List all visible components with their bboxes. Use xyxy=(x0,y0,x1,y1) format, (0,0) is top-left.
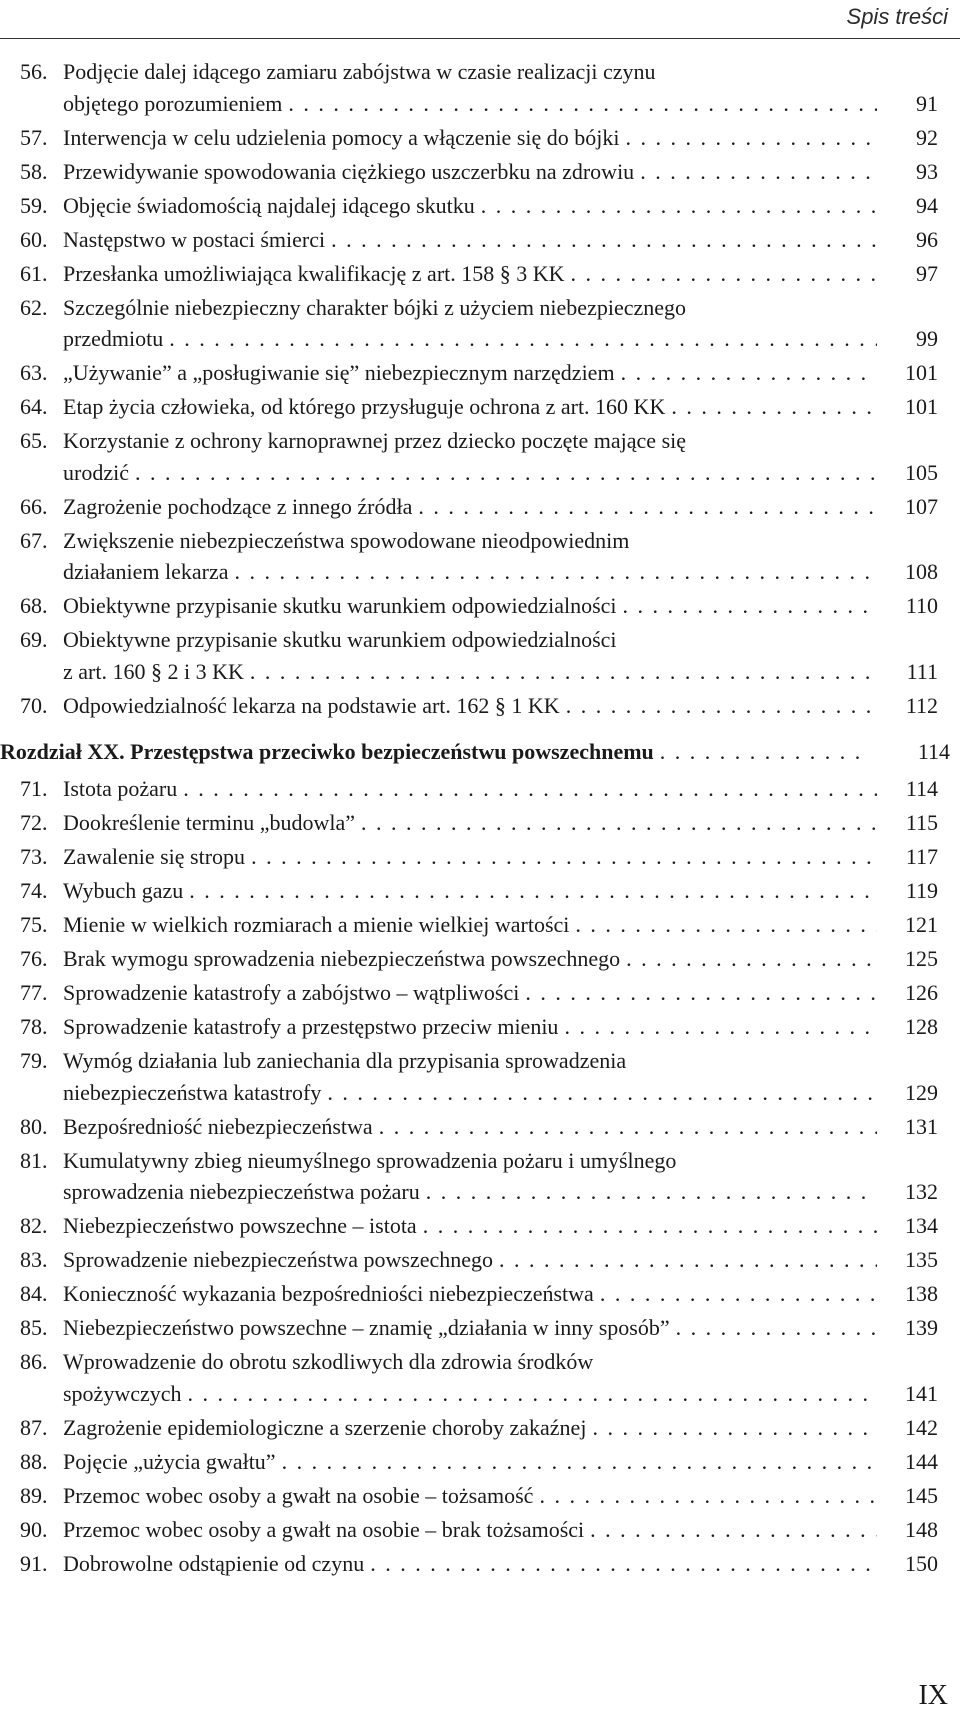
entry-title-line: Etap życia człowieka, od którego przysługuje ochrona z art. 160 KK xyxy=(63,394,666,419)
dot-leader xyxy=(586,1412,877,1444)
dot-leader xyxy=(617,590,877,622)
entry-title-last-line xyxy=(63,88,877,120)
toc-entry xyxy=(10,292,950,355)
entry-page-number: 142 xyxy=(905,1414,938,1440)
entry-title-line: Bezpośredniość niebezpieczeństwa xyxy=(63,1113,373,1139)
entry-title-last-line xyxy=(63,122,877,154)
dot-leader xyxy=(533,1480,877,1512)
dot-leader xyxy=(519,977,877,1009)
dot-leader xyxy=(665,391,877,423)
entry-number: 58. xyxy=(20,158,48,184)
entry-title-last-line xyxy=(63,1210,877,1242)
entry-title-line: Zagrożenie pochodzące z innego źródła xyxy=(63,493,413,519)
entry-page-number: 101 xyxy=(905,394,938,419)
entry-title-line: Przesłanka umożliwiająca kwalifikację z art. 158 § 3 KK xyxy=(63,260,565,286)
toc-entry xyxy=(10,258,950,290)
entry-title-line: Podjęcie dalej idącego zamiaru zabójstwa w czasie realizacji czynu xyxy=(63,59,656,84)
entry-title-line: Zwiększenie niebezpieczeństwa spowodowane nieodpowiednim xyxy=(63,527,630,553)
entry-number: 66. xyxy=(20,493,48,519)
toc-entry xyxy=(10,1412,950,1444)
entry-number: 61. xyxy=(20,260,48,286)
dot-leader xyxy=(584,1514,877,1546)
dot-leader xyxy=(620,943,877,975)
entry-page-number: 101 xyxy=(905,360,938,385)
entry-page-number: 121 xyxy=(905,912,938,937)
entry-title-last-line xyxy=(63,1077,877,1109)
toc-entry xyxy=(10,1111,950,1143)
toc-entry xyxy=(10,624,950,687)
entry-title-line: Konieczność wykazania bezpośredniości niebezpieczeństwa xyxy=(63,1281,594,1306)
entry-number: 74. xyxy=(20,878,48,903)
entry-title-line: Obiektywne przypisanie skutku warunkiem odpowiedzialności xyxy=(63,593,617,618)
entry-page-number: 114 xyxy=(905,776,938,801)
entry-title-last-line xyxy=(63,258,877,290)
toc-entry xyxy=(10,1312,950,1344)
entry-title-line: Sprowadzenie niebezpieczeństwa powszechnego xyxy=(63,1247,494,1272)
entry-title-last-line xyxy=(63,1244,877,1276)
toc-entry xyxy=(10,773,950,805)
entry-title-line: z art. 160 § 2 i 3 KK xyxy=(63,658,244,684)
dot-leader xyxy=(321,1077,877,1109)
entry-title-line: Odpowiedzialność lekarza na podstawie art. 162 § 1 KK xyxy=(63,692,560,718)
entry-page-number: 126 xyxy=(905,980,938,1005)
entry-page-number: 145 xyxy=(905,1482,938,1508)
entry-title-last-line xyxy=(63,1514,877,1546)
entry-page-number: 129 xyxy=(905,1079,938,1105)
entry-title-last-line xyxy=(63,690,877,722)
toc-entry xyxy=(10,1514,950,1546)
entry-title-line: Sprowadzenie katastrofy a przestępstwo przeciw mieniu xyxy=(63,1014,559,1039)
entry-title-last-line xyxy=(63,590,877,622)
entry-page-number: 105 xyxy=(905,459,938,485)
toc-entry xyxy=(10,875,950,907)
entry-number: 85. xyxy=(20,1315,48,1340)
entry-title-line: przedmiotu xyxy=(63,326,164,351)
entry-page-number: 99 xyxy=(916,326,938,351)
entry-title-last-line xyxy=(63,943,877,975)
chapter-heading-line xyxy=(0,736,864,768)
entry-title-line: niebezpieczeństwa katastrofy xyxy=(63,1079,322,1105)
entry-page-number: 97 xyxy=(916,260,938,286)
entry-title-line: „Używanie” a „posługiwanie się” niebezpiecznym narzędziem xyxy=(63,360,615,385)
entry-title-last-line xyxy=(63,1378,877,1410)
entry-number: 84. xyxy=(20,1281,48,1306)
toc-entry xyxy=(10,1548,950,1580)
entry-title-line: spożywczych xyxy=(63,1380,182,1406)
entry-page-number: 135 xyxy=(905,1247,938,1272)
dot-leader xyxy=(417,1210,877,1242)
entry-title-last-line xyxy=(63,909,877,941)
entry-number: 89. xyxy=(20,1482,48,1508)
entry-title-last-line xyxy=(63,656,877,688)
toc-entry xyxy=(10,1346,950,1409)
entry-page-number: 119 xyxy=(905,878,938,903)
entry-title-line: Niebezpieczeństwo powszechne – istota xyxy=(63,1213,417,1238)
dot-leader xyxy=(355,807,877,839)
entry-title-last-line xyxy=(63,1011,877,1043)
toc-entry xyxy=(10,190,950,222)
entry-title-last-line xyxy=(63,1278,877,1310)
entry-title-last-line xyxy=(63,457,877,489)
dot-leader xyxy=(177,773,877,805)
dot-leader xyxy=(670,1312,877,1344)
entry-page-number: 117 xyxy=(905,844,938,869)
toc-entry xyxy=(10,391,950,423)
dot-leader xyxy=(129,457,877,489)
toc-entry xyxy=(10,1278,950,1310)
entry-number: 72. xyxy=(20,810,48,835)
toc-entry xyxy=(10,56,950,119)
entry-title-line: Wybuch gazu xyxy=(63,878,184,903)
entry-title-line: Istota pożaru xyxy=(63,776,178,801)
entry-number: 75. xyxy=(20,912,48,937)
entry-page-number: 91 xyxy=(916,90,938,116)
entry-title-line: Korzystanie z ochrony karnoprawnej przez dziecko poczęte mające się xyxy=(63,428,687,453)
entry-title-last-line xyxy=(63,977,877,1009)
toc-entry xyxy=(10,590,950,622)
entry-number: 79. xyxy=(20,1048,48,1073)
entry-title-last-line xyxy=(63,491,877,523)
toc-entry xyxy=(10,1210,950,1242)
entry-number: 70. xyxy=(20,692,48,718)
toc-entry xyxy=(10,224,950,256)
entry-page-number: 148 xyxy=(905,1516,938,1542)
dot-leader xyxy=(560,690,877,722)
entry-number: 78. xyxy=(20,1014,48,1039)
entry-number: 63. xyxy=(20,360,48,385)
dot-leader xyxy=(475,190,877,222)
dot-leader xyxy=(244,656,877,688)
entry-page-number: 138 xyxy=(905,1281,938,1306)
toc-entry xyxy=(10,1480,950,1512)
dot-leader xyxy=(654,736,864,768)
toc-entry xyxy=(10,1244,950,1276)
entry-title-last-line xyxy=(63,1480,877,1512)
dot-leader xyxy=(493,1244,877,1276)
entry-number: 64. xyxy=(20,394,48,419)
entry-number: 69. xyxy=(20,627,48,652)
running-header-title: Spis treści xyxy=(846,4,948,29)
page-folio: IX xyxy=(918,1680,948,1711)
entry-title-line: Przemoc wobec osoby a gwałt na osobie – tożsamość xyxy=(63,1482,534,1508)
entry-title-line: objętego porozumieniem xyxy=(63,90,283,116)
entry-title-line: Szczególnie niebezpieczny charakter bójki z użyciem niebezpiecznego xyxy=(63,294,687,320)
entry-number: 62. xyxy=(20,294,48,320)
entry-page-number: 92 xyxy=(916,124,938,150)
toc-entry xyxy=(10,122,950,154)
entry-page-number: 128 xyxy=(905,1014,938,1039)
entry-title-line: Pojęcie „użycia gwałtu” xyxy=(63,1448,276,1474)
entry-title-last-line xyxy=(63,323,877,355)
dot-leader xyxy=(620,122,878,154)
entry-page-number: 131 xyxy=(905,1113,938,1139)
entry-title-line: Wymóg działania lub zaniechania dla przypisania sprowadzenia xyxy=(63,1048,627,1073)
toc-entry xyxy=(10,1011,950,1043)
entry-number: 76. xyxy=(20,946,48,971)
entry-number: 91. xyxy=(20,1550,48,1576)
entry-page-number: 112 xyxy=(905,692,938,718)
entry-number: 83. xyxy=(20,1247,48,1272)
entry-title-last-line xyxy=(63,391,877,423)
dot-leader xyxy=(229,556,877,588)
entry-title-line: Dookreślenie terminu „budowla” xyxy=(63,810,356,835)
toc-entry xyxy=(10,491,950,523)
entry-number: 60. xyxy=(20,226,48,252)
entry-number: 56. xyxy=(20,59,48,84)
toc-entry xyxy=(10,525,950,588)
toc-entry xyxy=(10,1446,950,1478)
chapter-title: Rozdział XX. Przestępstwa przeciwko bezpieczeństwu powszechnemu xyxy=(0,738,654,764)
header-rule xyxy=(0,38,960,39)
entry-number: 82. xyxy=(20,1213,48,1238)
dot-leader xyxy=(364,1548,877,1580)
entry-title-line: działaniem lekarza xyxy=(63,559,229,584)
entry-title-line: Obiektywne przypisanie skutku warunkiem odpowiedzialności xyxy=(63,627,617,652)
entry-title-last-line xyxy=(63,1111,877,1143)
entry-page-number: 107 xyxy=(905,493,938,519)
entry-title-last-line xyxy=(63,1446,877,1478)
entry-page-number: 150 xyxy=(905,1550,938,1576)
toc-entry xyxy=(10,690,950,722)
entry-page-number: 139 xyxy=(905,1315,938,1340)
entry-title-line: Interwencja w celu udzielenia pomocy a włączenie się do bójki xyxy=(63,124,620,150)
entry-number: 71. xyxy=(20,776,48,801)
toc-entry xyxy=(10,156,950,188)
dot-leader xyxy=(558,1011,877,1043)
entry-title-line: sprowadzenia niebezpieczeństwa pożaru xyxy=(63,1179,420,1204)
entry-title-line: Zagrożenie epidemiologiczne a szerzenie choroby zakaźnej xyxy=(63,1414,587,1440)
entry-title-last-line xyxy=(63,224,877,256)
entry-title-line: Mienie w wielkich rozmiarach a mienie wielkiej wartości xyxy=(63,912,570,937)
entry-number: 81. xyxy=(20,1147,48,1173)
dot-leader xyxy=(594,1278,877,1310)
entry-page-number: 96 xyxy=(916,226,938,252)
entry-title-line: Następstwo w postaci śmierci xyxy=(63,226,326,252)
entry-page-number: 108 xyxy=(905,559,938,584)
dot-leader xyxy=(615,357,877,389)
entry-page-number: 144 xyxy=(905,1448,938,1474)
entry-title-last-line xyxy=(63,190,877,222)
dot-leader xyxy=(276,1446,877,1478)
toc-entry xyxy=(10,1045,950,1108)
entry-title-last-line xyxy=(63,841,877,873)
dot-leader xyxy=(420,1176,877,1208)
toc-entry xyxy=(10,425,950,488)
dot-leader xyxy=(634,156,877,188)
chapter-page-number: 114 xyxy=(917,738,950,764)
toc-entry xyxy=(10,841,950,873)
entry-page-number: 141 xyxy=(905,1380,938,1406)
entry-title-line: Wprowadzenie do obrotu szkodliwych dla zdrowia środków xyxy=(63,1349,594,1374)
entry-number: 87. xyxy=(20,1414,48,1440)
entry-number: 73. xyxy=(20,844,48,869)
entry-title-last-line xyxy=(63,807,877,839)
dot-leader xyxy=(373,1111,877,1143)
entry-number: 65. xyxy=(20,428,48,453)
entry-title-line: Kumulatywny zbieg nieumyślnego sprowadzenia pożaru i umyślnego xyxy=(63,1147,677,1173)
entry-title-last-line xyxy=(63,1312,877,1344)
entry-title-line: Dobrowolne odstąpienie od czynu xyxy=(63,1550,365,1576)
entry-number: 59. xyxy=(20,192,48,218)
dot-leader xyxy=(569,909,877,941)
dot-leader xyxy=(412,491,877,523)
entry-page-number: 111 xyxy=(906,658,938,684)
entry-number: 67. xyxy=(20,527,48,553)
entry-number: 77. xyxy=(20,980,48,1005)
dot-leader xyxy=(565,258,877,290)
entry-title-last-line xyxy=(63,556,877,588)
entry-title-last-line xyxy=(63,875,877,907)
entry-title-last-line xyxy=(63,156,877,188)
entry-number: 68. xyxy=(20,593,48,618)
entry-title-line: Objęcie świadomością najdalej idącego skutku xyxy=(63,192,475,218)
toc-entry xyxy=(10,357,950,389)
toc-entry xyxy=(10,977,950,1009)
entry-title-line: Zawalenie się stropu xyxy=(63,844,246,869)
entry-title-line: Sprowadzenie katastrofy a zabójstwo – wątpliwości xyxy=(63,980,520,1005)
entry-page-number: 93 xyxy=(916,158,938,184)
entry-page-number: 132 xyxy=(905,1179,938,1204)
dot-leader xyxy=(282,88,877,120)
entry-title-last-line xyxy=(63,773,877,805)
entry-page-number: 125 xyxy=(905,946,938,971)
entry-page-number: 94 xyxy=(916,192,938,218)
entry-title-last-line xyxy=(63,1548,877,1580)
entry-page-number: 110 xyxy=(905,593,938,618)
entry-number: 86. xyxy=(20,1349,48,1374)
entry-title-line: Niebezpieczeństwo powszechne – znamię „działania w inny sposób” xyxy=(63,1315,670,1340)
entry-title-line: Przewidywanie spowodowania ciężkiego uszczerbku na zdrowiu xyxy=(63,158,635,184)
entry-number: 90. xyxy=(20,1516,48,1542)
entry-number: 80. xyxy=(20,1113,48,1139)
entry-title-last-line xyxy=(63,357,877,389)
dot-leader xyxy=(183,875,877,907)
entry-title-last-line xyxy=(63,1176,877,1208)
dot-leader xyxy=(245,841,877,873)
toc-entry xyxy=(10,943,950,975)
dot-leader xyxy=(182,1378,877,1410)
entry-title-line: urodzić xyxy=(63,459,129,485)
entry-page-number: 115 xyxy=(905,810,938,835)
entry-title-line: Brak wymogu sprowadzenia niebezpieczeństwa powszechnego xyxy=(63,946,621,971)
toc-entry xyxy=(10,1145,950,1208)
entry-number: 88. xyxy=(20,1448,48,1474)
dot-leader xyxy=(163,323,877,355)
entry-title-last-line xyxy=(63,1412,877,1444)
entry-title-line: Przemoc wobec osoby a gwałt na osobie – brak tożsamości xyxy=(63,1516,585,1542)
entry-page-number: 134 xyxy=(905,1213,938,1238)
toc-entry xyxy=(10,909,950,941)
dot-leader xyxy=(325,224,877,256)
toc-entry xyxy=(10,807,950,839)
entry-number: 57. xyxy=(20,124,48,150)
